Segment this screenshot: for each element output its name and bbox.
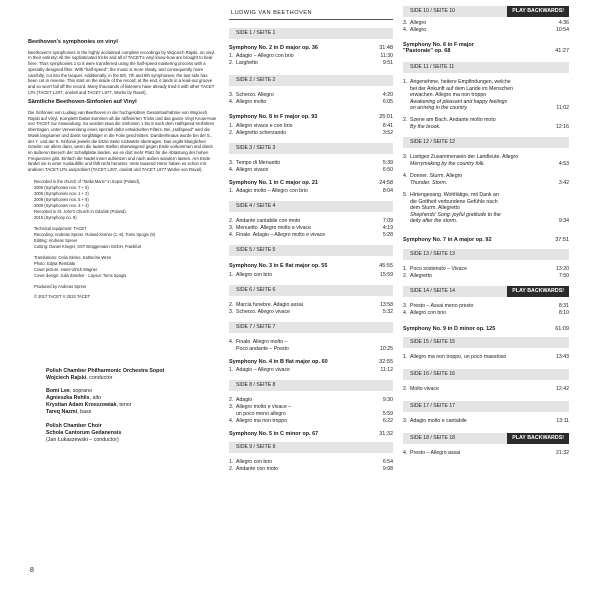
play-backwards-badge: PLAY BACKWARDS!	[507, 286, 569, 297]
track-row: 2. Marcia funebre. Adagio assai 13:58	[229, 301, 393, 308]
track-row: 2. Andante con moto 9:08	[229, 466, 393, 473]
track-translation: Awakening of pleasant and happy feelings	[410, 98, 508, 105]
side-header: SIDE 6 / SEITE 6	[229, 285, 393, 296]
track-row: By the brook. 12:16	[410, 124, 569, 131]
side-header: SIDE 13 / SEITE 13	[403, 249, 569, 260]
track-row: 3. Scherzo. Allegro 4:20	[229, 92, 393, 99]
track-row: 3. Scherzo. Allegro vivace 5:32	[229, 308, 393, 315]
side-header: SIDE 12 / SEITE 12	[403, 137, 569, 148]
track-row: 2. Allegretto 7:50	[403, 272, 569, 279]
conductor-role: , conductor	[86, 375, 113, 382]
side-header: SIDE 5 / SEITE 5	[229, 245, 393, 256]
track-row: 3. Presto – Assai meno presto 8:31	[403, 302, 569, 309]
soloist-name: Agnieszka Rehlis	[46, 395, 90, 402]
side-header: SIDE 2 / SEITE 2	[229, 75, 393, 86]
track-row: 3. Tempo di Menuetto 5:39	[229, 159, 393, 166]
recording-line: 2009 (Symphonies nos. 3 + 4)	[34, 203, 89, 209]
track-row: 4. Allegro vivace 6:50	[229, 166, 393, 173]
producer-line: Produced by Andreas Spreer	[34, 283, 87, 289]
symphony-title: Symphony No. 8 in F major op. 93 25:01	[229, 114, 393, 121]
design-line: Cover design: Julia Zancker · Layout: Toms Spogis	[34, 273, 127, 279]
credit-line: Cutting: Daniel Krieger, SST Brüggemann GmbH, Frankfurt	[34, 244, 142, 250]
credit-line: Technical equipment: TACET	[34, 225, 87, 231]
track-row: 1. Angenehme, heitere Empfindungen, welche	[403, 78, 511, 85]
soloist-role: , soprano	[69, 388, 92, 395]
tracklist-column-2	[403, 6, 569, 457]
track-row: 2. Szene am Bach. Andante molto moto	[403, 117, 496, 124]
side-header: SIDE 17 / SEITE 17	[403, 401, 569, 412]
play-backwards-badge: PLAY BACKWARDS!	[507, 433, 569, 444]
track-row: 1. Allegro con brio 15:59	[229, 271, 393, 278]
side-header: SIDE 8 / SEITE 8	[229, 380, 393, 391]
side-header: SIDE 14 / SEITE 14 PLAY BACKWARDS!	[403, 286, 569, 297]
symphony-title: Symphony No. 9 in D minor op. 125 61:09	[403, 325, 569, 332]
english-heading: Beethoven's symphonies on vinyl	[28, 39, 118, 45]
track-row: 4. Finale. Allegro molto –	[229, 338, 288, 345]
track-row: un poco meno allegro 5:59	[236, 411, 393, 418]
side-header: SIDE 7 / SEITE 7	[229, 322, 393, 333]
track-title-line: bei der Ankunft auf dem Lande im Menschen	[410, 85, 513, 92]
tracklist-column-1	[229, 6, 393, 473]
track-title-line: erwachen. Allegro ma non troppo	[410, 92, 487, 99]
symphony-title: Symphony No. 5 in C minor op. 67 31:32	[229, 431, 393, 438]
german-body: Die Sinfonien von Ludwig van Beethoven in der hochgelobten Gesamtaufnahme von Wojciech Rajski auf Vinyl. Komplett! Dabei kommen all die raffinierten Tricks und das ganze Vinyl Know-How von TACET zur Anwendung. So wurden etwa die Sinfonien 1 bis 8 nach dem Halfspeed-Verfahren übertragen, unter Verwendung eines speziell dafür entwickelten Filters. Bei „Halfspeed" wird die Musik langsamer und damit sorgfältiger in die Folie geschnitten. Darüberhinaus wurde bei der 5., der 7. und der 9. Sinfonie jeweils die letzte Seite rückwärts übertragen. Das ergibt klanglichen Gewinn vor allem dann, wenn die lauten Stellen überwiegend gegen Ende vorkommen und damit im äußeren Bereich der Schallplatte landen, wo es dort mehr Platz für die Abtastung der hohen Frequenzen gibt. Einfach die Nadel innen aufsetzen und nach außen wandern lassen. Am Ende landet sie in einer Auslaufrille und fällt nicht herunter. Viele tausend Hörer haben es schon mit anderen TACET-LPs ausprobiert (TACET L207, onelo8 und TACET L977 Werke von Ravel).	[28, 110, 216, 173]
symphony-title: "Pastorale" op. 68 41:27	[403, 48, 569, 55]
track-row: 1. Adagio molto – Allegro con brio 8:04	[229, 188, 393, 195]
english-body: Beethoven's symphonies in the highly acclaimed complete recordings by Wojciech Rajski, on vinyl. In their entirety! All the sophisticated tricks and all of TACET's vinyl know-how are brought to bear here. Thus symphonies 1 to 8 were transferred using the half-speed mastering process with a specially designed filter. With "half-speed", the music is more slowly, and consequently more carefully, cut into the lacquer. Additionally, in the 5th, 7th and 9th symphonies, the last side has been cut in reverse. This start on the inside of the record; at the end, it lands in a lead-out groove and so won't fall off the record. Many thousands of listeners have already tried it with other TACET LPs (TACET L207, onelo8 and TACET L977, Works by Ravel).	[28, 49, 216, 95]
track-row: 4. Finale. Adagio – Allegro molto e vivace 5:28	[229, 232, 393, 239]
track-row: Poco andante – Presto 10:25	[236, 345, 393, 352]
recording-line: 2005 (Symphonies nos. 7 + 8)	[34, 184, 89, 190]
recording-line: 2006 (Symphonies nos. 1 + 2)	[34, 190, 89, 196]
soloist-role: , tenor	[116, 402, 132, 409]
recording-line: 2008 (Symphonies nos. 5 + 6)	[34, 197, 89, 203]
track-row: 2. Allegretto scherzando 3:52	[229, 129, 393, 136]
symphony-title: Symphony No. 4 in B flat major op. 60 32:55	[229, 358, 393, 365]
track-title-line: die Gottheit verbundene Gefühle nach	[410, 199, 498, 206]
play-backwards-badge: PLAY BACKWARDS!	[507, 6, 569, 17]
symphony-title: Symphony No. 1 in C major op. 21 24:58	[229, 179, 393, 186]
track-row: 2. Adagio 9:30	[229, 397, 393, 404]
soloist-role: , bass	[77, 409, 92, 416]
design-line: Photo: Edyta Rembała	[34, 260, 75, 266]
soloist-name: Bomi Lee	[46, 388, 70, 395]
track-row: 1. Adagio – Allegro vivace 11:12	[229, 367, 393, 374]
track-row: 1. Poco sostenuto – Vivace 13:20	[403, 265, 569, 272]
symphony-title: Symphony No. 6 in F major	[403, 42, 474, 48]
recording-line: Recorded in St. John's Church in Gdańsk (Poland),	[34, 209, 127, 215]
side-header: SIDE 16 / SEITE 16	[403, 369, 569, 380]
side-header: SIDE 10 / SEITE 10 PLAY BACKWARDS!	[403, 6, 569, 17]
track-row: Thunder. Storm. 3:42	[410, 180, 569, 187]
track-translation: Shepherds' Song: joyful gratitude to the	[410, 211, 501, 218]
page-number: 8	[30, 567, 34, 574]
side-header: SIDE 1 / SEITE 1	[229, 28, 393, 39]
track-row: 5. Hirtengesang. Wohltätige, mit Dank an	[403, 192, 499, 199]
german-heading: Sämtliche Beethoven-Sinfonien auf Vinyl	[28, 99, 137, 106]
track-row: 1. Allegro con brio 6:54	[229, 459, 393, 466]
choir-name: Schola Cantorum Gedanensis	[46, 429, 122, 436]
track-row: 4. Donner. Sturm. Allegro	[403, 173, 463, 180]
soloist-name: Krystian Adam Krzeszowiak	[46, 402, 117, 409]
track-row: 2. Molto vivace 12:42	[403, 386, 569, 393]
track-row: deity after the storm. 9:34	[410, 218, 569, 225]
track-row: 2. Andante cantabile con moto 7:09	[229, 218, 393, 225]
recording-line: 2015 (Symphony no. 9)	[34, 215, 77, 221]
track-row: 2. Larghetto 9:51	[229, 60, 393, 67]
track-title-line: dem Sturm. Allegretto	[410, 205, 460, 212]
track-row: 1. Allegro ma non troppo, un poco maestoso 13:43	[403, 354, 569, 361]
credit-line: Recording: Andreas Spreer, Roland Kistner (1.-8), Toms Spogis (9)	[34, 232, 155, 238]
performers	[46, 368, 211, 444]
track-row: 3. Allegro molto e vivace –	[229, 404, 292, 411]
track-row: on arriving in the country. 11:02	[410, 105, 569, 112]
orchestra-name: Polish Chamber Philharmonic Orchestra Sopot	[46, 368, 165, 374]
track-row: 3. Adagio molto e cantabile 13:11	[403, 418, 569, 425]
side-header: SIDE 9 / SEITE 9	[229, 442, 393, 453]
soloist-name: Tareq Nazmi	[46, 409, 78, 416]
track-row: 3. Lustiges Zusammensein der Landleute. Allegro	[403, 154, 519, 161]
track-row: 3. Menuetto. Allegro molto e vivace 4:19	[229, 225, 393, 232]
track-row: 4. Allegro molto 6:05	[229, 99, 393, 106]
track-row: Merrymaking by the country folk. 4:53	[410, 161, 569, 168]
choir-leader: (Jan Łukaszewski – conductor)	[46, 436, 119, 443]
copyright-line: © 2017 TACET ℗ 2022 TACET	[34, 294, 90, 300]
side-header: SIDE 15 / SEITE 15	[403, 337, 569, 348]
symphony-title: Symphony No. 2 in D major op. 36 31:48	[229, 45, 393, 51]
recording-info	[34, 179, 216, 300]
credit-line: Editing: Andreas Spreer	[34, 238, 78, 244]
design-line: Cover picture: Hans-Ulrich Wagner	[34, 266, 98, 272]
track-row: 4. Presto – Allegro assai 21:32	[403, 450, 569, 457]
choir-name: Polish Chamber Choir	[46, 422, 102, 429]
liner-notes	[28, 40, 216, 300]
design-line: Translations: Celia Skrine, Katherine Wren	[34, 254, 112, 260]
side-header: SIDE 18 / SEITE 18 PLAY BACKWARDS!	[403, 433, 569, 444]
track-row: 4. Allegro con brio 8:10	[403, 309, 569, 316]
symphony-title: Symphony No. 3 in E flat major op. 55 45:55	[229, 263, 393, 270]
symphony-title: Symphony No. 7 in A major op. 92 37:51	[403, 237, 569, 244]
side-header: SIDE 4 / SEITE 4	[229, 201, 393, 212]
side-header: SIDE 3 / SEITE 3	[229, 143, 393, 154]
track-row: 1. Allegro vivace e con brio 8:41	[229, 122, 393, 129]
conductor-name: Wojciech Rajski	[46, 375, 87, 382]
side-header: SIDE 11 / SEITE 11	[403, 62, 569, 73]
recording-line: Recorded in the church of "Stella Maris" in Sopot (Poland),	[34, 178, 141, 184]
track-row: 3. Allegro 4:36	[403, 20, 569, 26]
track-row: 4. Allegro ma non troppo 6:22	[229, 418, 393, 425]
track-row: 1. Adagio – Allegro con brio 11:30	[229, 53, 393, 60]
composer-title: LUDWIG VAN BEETHOVEN	[229, 6, 393, 20]
soloist-role: , alto	[89, 395, 102, 402]
track-row: 4. Allegro 10:54	[403, 27, 569, 33]
